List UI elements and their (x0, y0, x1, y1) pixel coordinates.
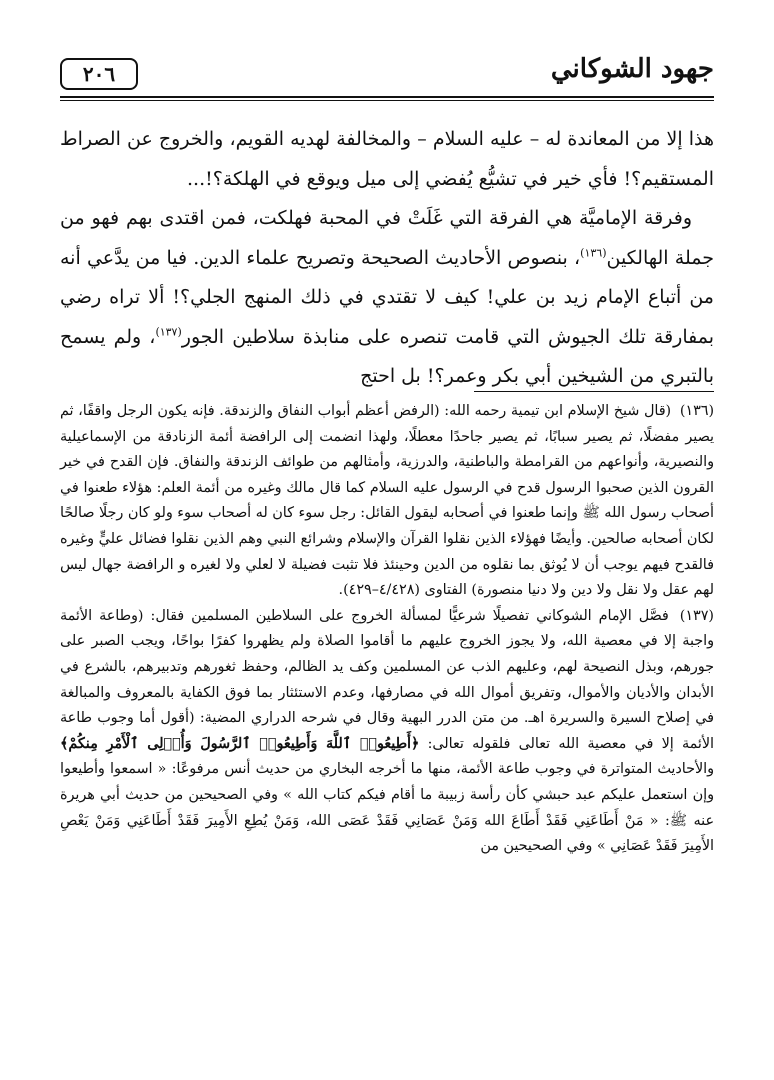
footnote-137 (60, 604, 714, 860)
page-number: ٢٠٦ (60, 58, 138, 90)
footnote-separator (474, 391, 714, 392)
paragraph: هذا إلا من المعاندة له – عليه السلام – والمخالفة لهديه القويم، والخروج عن الصراط المستقيم؟! فأي خير في تشيُّع يُفضي إلى ميل ويوقع في الهلكة؟!... (60, 128, 714, 190)
paragraph (60, 199, 714, 397)
footnotes (60, 399, 714, 860)
footnote-ref[interactable]: (١٣٦) (580, 246, 607, 260)
paragraph-text: وفرقة الإماميَّة هي الفرقة التي غَلَتْ في المحبة فهلكت، فمن اقتدى بهم فهو من جملة الهالكين (60, 207, 714, 269)
main-text (60, 120, 714, 397)
paragraph-text: ، ولم يسمح بالتبري من الشيخين أبي بكر وعمر؟! بل احتج (60, 325, 714, 387)
header-rule-thin (60, 100, 714, 101)
footnote-number: (١٣٧) (679, 607, 714, 624)
header-rule (60, 96, 714, 98)
running-title: جهود الشوكاني (550, 54, 714, 84)
footnote-number: (١٣٦) (679, 403, 715, 419)
footnote-ref[interactable]: (١٣٧) (155, 325, 182, 339)
page-header (60, 50, 714, 98)
paragraph-text: ، بنصوص الأحاديث الصحيحة وتصريح علماء الدين. فيا من يدَّعي أنه من أتباع الإمام زيد بن علي! كيف لا تقتدي في ذلك المنهج الجلي؟! ألا تراه رضي بمفارقة تلك الجيوش التي قامت تنصره على منابذة سلاطين الجور (60, 246, 714, 348)
footnote-136 (60, 399, 714, 604)
footnote-text: (قال شيخ الإسلام ابن تيمية رحمه الله: (الرفض أعظم أبواب النفاق والزندقة. فإنه يكون الرجل واقفًا، ثم يصير مفضلًا، ثم يصير سبابًا، ثم يصير جاحدًا معطلًا، ولهذا انضمت إلى الرافضة أئمة الزنادقة من الإسماعيلية والنصيرية، وأنواعهم من القرامطة والباطنية، والدرزية، وأمثالهم من طوائف الزندقة والنفاق. فإن القدح في خير القرون الذين صحبوا الرسول قدح في الرسول عليه السلام كما قال مالك وغيره من أئمة العلم: هؤلاء طعنوا في أصحاب رسول الله ﷺ وإنما طعنوا في أصحابه ليقول القائل: رجل سوء كان له أصحاب سوء ولو كان رجلًا صالحًا لكان أصحابه صالحين. وأيضًا فهؤلاء الذين نقلوا القرآن والإسلام وشرائع النبي وهم الذين نقلوا فضائل عليٍّ وغيره فالقدح فيهم يوجب أن لا يُوثق بما نقلوه من الدين وحينئذ فلا تثبت فضيلة لا لعلي ولا لغيره و الرافضة جهال ليس لهم عقل ولا نقل ولا دين ولا دنيا منصورة) الفتاوى (٤/٤٢٨–٤٢٩). (60, 403, 714, 599)
footnote-text: والأحاديث المتواترة في وجوب طاعة الأئمة، منها ما أخرجه البخاري من حديث أنس مرفوعًا: « اسمعوا وأطيعوا وإن استعمل عليكم عبد حبشي كأن رأسة زبيبة ما أقام فيكم كتاب الله » وفي الصحيحين من حديث أبي هريرة عنه ﷺ: « مَنْ أَطَاعَنِي فَقَدْ أَطَاعَ الله وَمَنْ عَصَانِي فَقَدْ عَصَى الله، وَمَنْ يُطِعِ الأَمِيرَ فَقَدْ أَطَاعَنِي وَمَنْ يَعْصِ الأَمِيرَ فَقَدْ عَصَانِي » وفي الصحيحين من (60, 761, 714, 855)
quran-verse: ﴿أَطِيعُوا۟ ٱللَّهَ وَأَطِيعُوا۟ ٱلرَّسُولَ وَأُو۟لِى ٱلْأَمْرِ مِنكُمْ﴾ (60, 735, 420, 752)
footnote-text: فصَّل الإمام الشوكاني تفصيلًا شرعيًّا لمسألة الخروج على السلاطين المسلمين فقال: (وطاعة الأئمة واجبة إلا في معصية الله، ولا يجوز الخروج عليهم ما أقاموا الصلاة ولم يظهروا كفرًا بواحًا، ويجب الصبر على جورهم، وبذل النصيحة لهم، وعليهم الذب عن المسلمين وكف يد الظالم، وحفظ ثغورهم وتدبيرهم، بالشرع في الأبدان والأديان والأموال، وتفريق أموال الله في مصارفها، وعدم الاستئثار بما فوق الكفاية بالمعروف والمبالغة في إصلاح السيرة والسريرة اهـ. من متن الدرر البهية وقال في شرحه الدراري المضية: (أقول أما وجوب طاعة الأئمة إلا في معصية الله تعالى فلقوله تعالى: (60, 607, 714, 752)
